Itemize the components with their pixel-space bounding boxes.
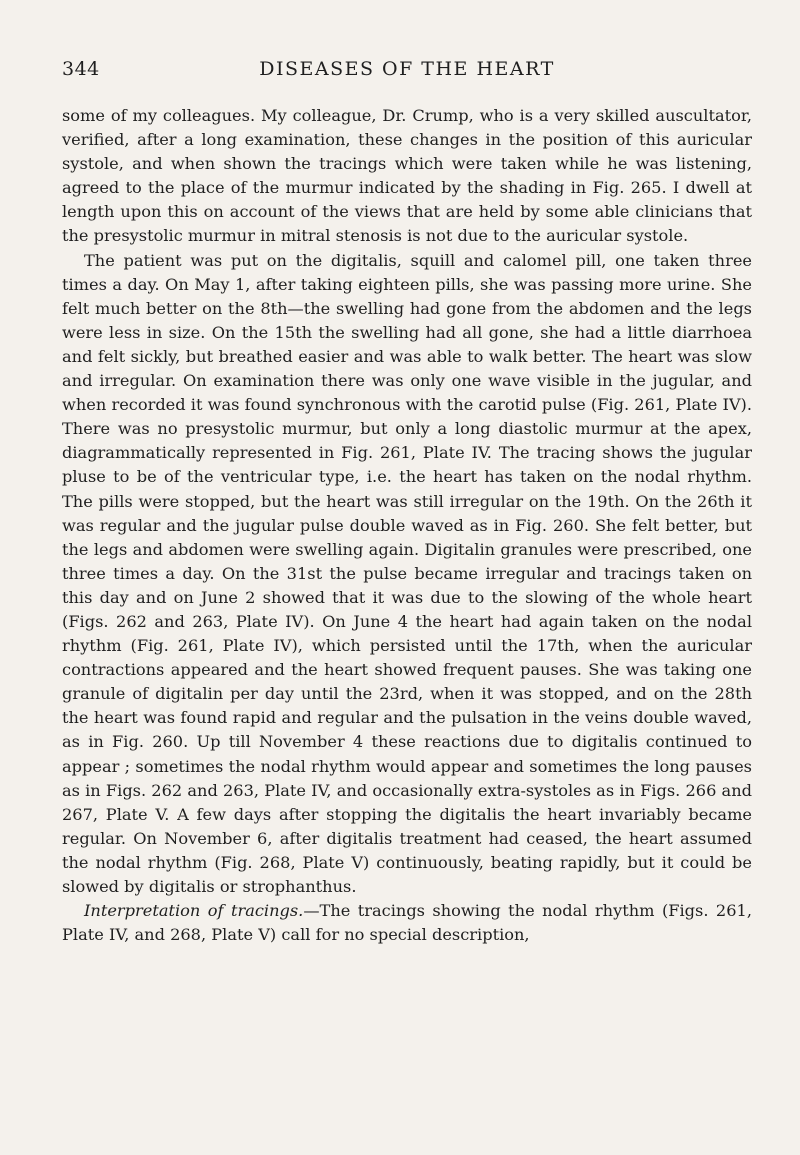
paragraph-3-heading: Interpretation of tracings. [84, 901, 304, 921]
paragraph-3 [62, 899, 752, 947]
document-page [62, 58, 752, 947]
paragraph-3-body: —The tracings showing the nodal rhythm (Figs. 261, Plate IV, and 268, Plate V) call for no special description, [62, 901, 752, 945]
running-title: DISEASES OF THE HEART [259, 58, 555, 80]
paragraph-2: The patient was put on the digitalis, squill and calomel pill, one taken three times a day. On May 1, after taking eighteen pills, she was passing more urine. She felt much better on the 8th—the swelling had gone from the abdomen and the legs were less in size. On the 15th the swelling had all gone, she had a little diarrhoea and felt sickly, but breathed easier and was able to walk better. The heart was slow and irregular. On examination there was only one wave visible in the jugular, and when recorded it was found synchronous with the carotid pulse (Fig. 261, Plate IV). There was no presystolic murmur, but only a long diastolic murmur at the apex, diagrammatically represented in Fig. 261, Plate IV. The tracing shows the jugular pluse to be of the ventricular type, i.e. the heart has taken on the nodal rhythm. The pills were stopped, but the heart was still irregular on the 19th. On the 26th it was regular and the jugular pulse double waved as in Fig. 260. She felt better, but the legs and abdomen were swelling again. Digitalin granules were prescribed, one three times a day. On the 31st the pulse became irregular and tracings taken on this day and on June 2 showed that it was due to the slowing of the whole heart (Figs. 262 and 263, Plate IV). On June 4 the heart had again taken on the nodal rhythm (Fig. 261, Plate IV), which persisted until the 17th, when the auricular contractions appeared and the heart showed frequent pauses. She was taking one granule of digitalin per day until the 23rd, when it was stopped, and on the 28th the heart was found rapid and regular and the pulsation in the veins double waved, as in Fig. 260. Up till November 4 these reactions due to digitalis continued to appear ; sometimes the nodal rhythm would appear and sometimes the long pauses as in Figs. 262 and 263, Plate IV, and occasionally extra-systoles as in Figs. 266 and 267, Plate V. A few days after stopping the digitalis the heart invariably became regular. On November 6, after digitalis treatment had ceased, the heart assumed the nodal rhythm (Fig. 268, Plate V) continuously, beating rapidly, but it could be slowed by digitalis or strophanthus. [62, 250, 752, 896]
body-text [62, 104, 752, 947]
page-number: 344 [62, 58, 100, 80]
page-header [62, 58, 752, 88]
paragraph-1: some of my colleagues. My colleague, Dr. Crump, who is a very skilled auscultator, verified, after a long examination, these changes in the position of this auricular systole, and when shown the tracings which were taken while he was listening, agreed to the place of the murmur indicated by the shading in Fig. 265. I dwell at length upon this on account of the views that are held by some able clinicians that the presystolic murmur in mitral stenosis is not due to the auricular systole. [62, 106, 752, 246]
